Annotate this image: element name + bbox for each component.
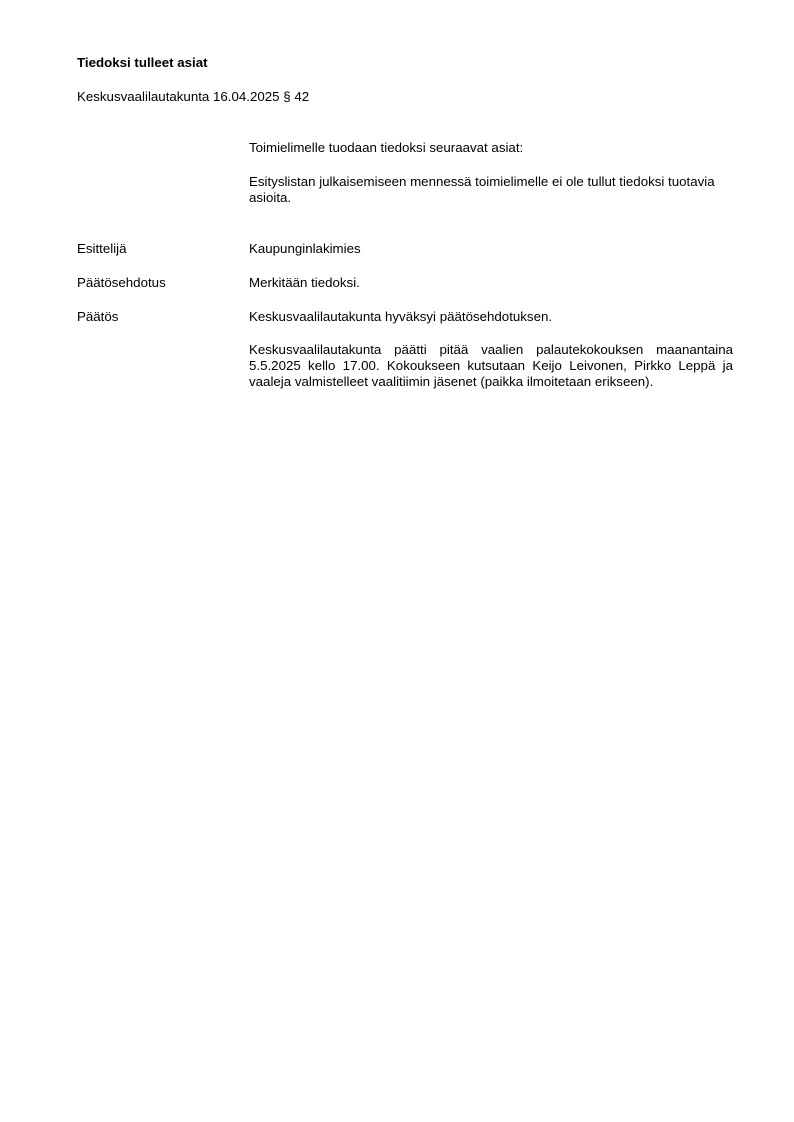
field-value-paatos xyxy=(249,309,733,407)
intro-line-1: Toimielimelle tuodaan tiedoksi seuraavat asiat: xyxy=(249,140,524,155)
intro-line-2: Esityslistan julkaisemiseen mennessä toimielimelle ei ole tullut tiedoksi tuotavia asioita. xyxy=(249,174,715,205)
intro-block xyxy=(249,140,733,224)
field-label-paatos: Päätös xyxy=(77,309,119,324)
field-label-paatosehdotus: Päätösehdotus xyxy=(77,275,166,290)
paatos-paragraph-1: Keskusvaalilautakunta hyväksyi päätösehdotuksen. xyxy=(249,309,553,324)
field-value-esittelija: Kaupunginlakimies xyxy=(249,241,361,256)
page-title: Tiedoksi tulleet asiat xyxy=(77,55,208,70)
field-label-esittelija: Esittelijä xyxy=(77,241,127,256)
meeting-reference: Keskusvaalilautakunta 16.04.2025 § 42 xyxy=(77,89,310,104)
field-value-paatosehdotus: Merkitään tiedoksi. xyxy=(249,275,360,290)
paatos-paragraph-2: Keskusvaalilautakunta päätti pitää vaalien palautekokouksen maanantaina 5.5.2025 kello 17.00. Kokoukseen kutsutaan Keijo Leivonen, Pirkko Leppä ja vaaleja valmistelleet vaalitiimin jäsenet (paikka ilmoitetaan erikseen). xyxy=(249,342,733,389)
